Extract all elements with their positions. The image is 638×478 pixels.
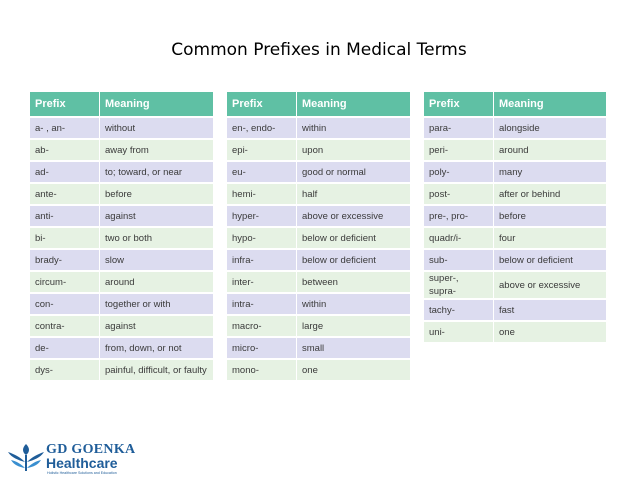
meaning-cell: above or excessive — [494, 272, 606, 298]
table-row — [227, 162, 410, 182]
table-row — [30, 316, 213, 336]
page-title: Common Prefixes in Medical Terms — [171, 40, 467, 60]
table-row — [424, 140, 606, 160]
meaning-cell: before — [100, 184, 213, 204]
meaning-cell: together or with — [100, 294, 213, 314]
meaning-header: Meaning — [297, 92, 410, 116]
meaning-cell: before — [494, 206, 606, 226]
meaning-cell: small — [297, 338, 410, 358]
prefix-table-3 — [424, 90, 606, 344]
prefix-cell: a- , an- — [30, 118, 100, 138]
prefix-cell: peri- — [424, 140, 494, 160]
table-row — [30, 294, 213, 314]
prefix-cell: en-, endo- — [227, 118, 297, 138]
table-row — [424, 250, 606, 270]
prefix-cell: epi- — [227, 140, 297, 160]
prefix-cell: post- — [424, 184, 494, 204]
table-row — [227, 140, 410, 160]
meaning-cell: good or normal — [297, 162, 410, 182]
meaning-header: Meaning — [100, 92, 213, 116]
prefix-cell: intra- — [227, 294, 297, 314]
meaning-cell: below or deficient — [494, 250, 606, 270]
prefix-header: Prefix — [227, 92, 297, 116]
prefix-cell: sub- — [424, 250, 494, 270]
table-row — [424, 272, 606, 298]
table-row — [30, 184, 213, 204]
table-row — [424, 162, 606, 182]
logo-tagline: Holistic Healthcare Solutions and Education — [47, 471, 117, 475]
meaning-cell: without — [100, 118, 213, 138]
meaning-cell: against — [100, 206, 213, 226]
meaning-cell: large — [297, 316, 410, 336]
table-row — [424, 228, 606, 248]
meaning-cell: four — [494, 228, 606, 248]
prefix-cell: uni- — [424, 322, 494, 342]
meaning-cell: between — [297, 272, 410, 292]
table-row — [227, 118, 410, 138]
meaning-cell: within — [297, 118, 410, 138]
meaning-cell: many — [494, 162, 606, 182]
prefix-cell: eu- — [227, 162, 297, 182]
prefix-cell: bi- — [30, 228, 100, 248]
meaning-cell: against — [100, 316, 213, 336]
prefix-table-1 — [30, 90, 213, 382]
prefix-cell: dys- — [30, 360, 100, 380]
meaning-cell: painful, difficult, or faulty — [100, 360, 213, 380]
table-row — [227, 184, 410, 204]
table-row — [30, 360, 213, 380]
prefix-cell: micro- — [227, 338, 297, 358]
prefix-cell: para- — [424, 118, 494, 138]
table-row — [227, 294, 410, 314]
table-row — [424, 118, 606, 138]
prefix-cell: tachy- — [424, 300, 494, 320]
gd-goenka-logo — [6, 440, 136, 476]
prefix-table-2 — [227, 90, 410, 382]
meaning-cell: after or behind — [494, 184, 606, 204]
meaning-cell: one — [297, 360, 410, 380]
meaning-header: Meaning — [494, 92, 606, 116]
table-row — [30, 228, 213, 248]
prefix-cell: super-, supra- — [424, 272, 494, 298]
prefix-cell: quadr/i- — [424, 228, 494, 248]
prefix-cell: inter- — [227, 272, 297, 292]
table-row — [30, 338, 213, 358]
prefix-cell: infra- — [227, 250, 297, 270]
meaning-cell: half — [297, 184, 410, 204]
prefix-cell: de- — [30, 338, 100, 358]
meaning-cell: from, down, or not — [100, 338, 213, 358]
prefix-cell: hyper- — [227, 206, 297, 226]
table-row — [30, 272, 213, 292]
meaning-cell: above or excessive — [297, 206, 410, 226]
table-row — [227, 250, 410, 270]
meaning-cell: within — [297, 294, 410, 314]
table-row — [424, 206, 606, 226]
meaning-cell: upon — [297, 140, 410, 160]
table-row — [227, 338, 410, 358]
meaning-cell: around — [100, 272, 213, 292]
prefix-cell: hemi- — [227, 184, 297, 204]
table-row — [227, 316, 410, 336]
meaning-cell: below or deficient — [297, 250, 410, 270]
prefix-cell: brady- — [30, 250, 100, 270]
table-row — [227, 206, 410, 226]
meaning-cell: below or deficient — [297, 228, 410, 248]
prefix-cell: ab- — [30, 140, 100, 160]
meaning-cell: fast — [494, 300, 606, 320]
prefix-header: Prefix — [30, 92, 100, 116]
logo-icon — [6, 440, 46, 474]
meaning-cell: one — [494, 322, 606, 342]
prefix-cell: mono- — [227, 360, 297, 380]
table-row — [424, 322, 606, 342]
table-row — [227, 272, 410, 292]
prefix-cell: ante- — [30, 184, 100, 204]
prefix-cell: ad- — [30, 162, 100, 182]
prefix-cell: poly- — [424, 162, 494, 182]
prefix-cell: pre-, pro- — [424, 206, 494, 226]
meaning-cell: alongside — [494, 118, 606, 138]
table-row — [30, 118, 213, 138]
meaning-cell: two or both — [100, 228, 213, 248]
table-row — [30, 250, 213, 270]
prefix-cell: con- — [30, 294, 100, 314]
meaning-cell: away from — [100, 140, 213, 160]
table-row — [30, 140, 213, 160]
table-row — [424, 184, 606, 204]
prefix-cell: macro- — [227, 316, 297, 336]
prefix-cell: circum- — [30, 272, 100, 292]
table-row — [227, 228, 410, 248]
meaning-cell: around — [494, 140, 606, 160]
prefix-cell: contra- — [30, 316, 100, 336]
prefix-header: Prefix — [424, 92, 494, 116]
meaning-cell: slow — [100, 250, 213, 270]
table-row — [30, 162, 213, 182]
meaning-cell: to; toward, or near — [100, 162, 213, 182]
prefix-cell: anti- — [30, 206, 100, 226]
table-row — [424, 300, 606, 320]
logo-line2: Healthcare — [46, 455, 118, 471]
table-row — [227, 360, 410, 380]
logo-line1: GD GOENKA — [46, 442, 136, 457]
table-row — [30, 206, 213, 226]
prefix-cell: hypo- — [227, 228, 297, 248]
